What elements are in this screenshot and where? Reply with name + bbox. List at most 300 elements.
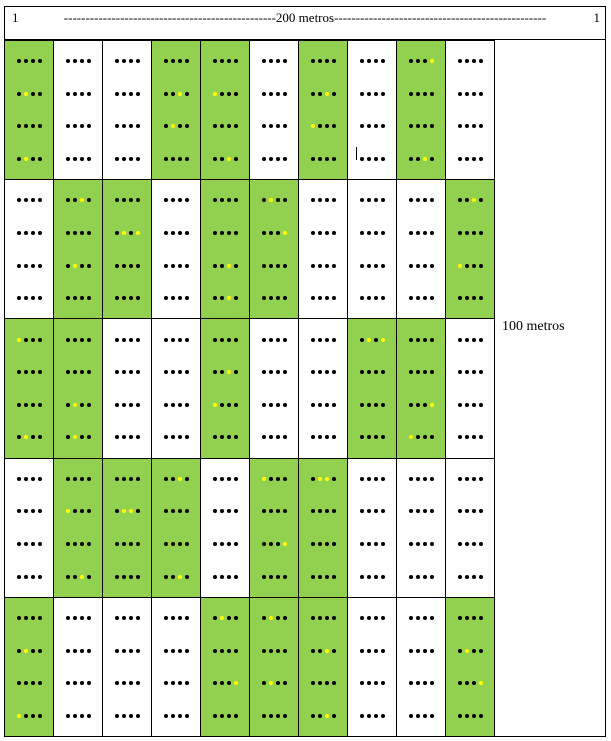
highlighted-plant-dot — [178, 575, 182, 579]
plant-dot — [409, 649, 413, 653]
plant-dot — [17, 681, 21, 685]
plant-dot — [171, 198, 175, 202]
plant-dot — [367, 198, 371, 202]
plant-dot — [234, 157, 238, 161]
plant-row — [17, 714, 42, 718]
plant-dot — [465, 681, 469, 685]
plant-row — [458, 296, 483, 300]
plant-dot — [122, 477, 126, 481]
plant-dot — [220, 124, 224, 128]
plant-dot — [416, 509, 420, 513]
plant-dot — [185, 264, 189, 268]
plant-dot — [276, 509, 280, 513]
highlighted-plant-dot — [465, 649, 469, 653]
plant-dot — [416, 370, 420, 374]
plant-dot — [129, 157, 133, 161]
plant-row — [66, 157, 91, 161]
plant-row — [360, 264, 385, 268]
plant-dot — [24, 370, 28, 374]
plant-dot — [38, 157, 42, 161]
plant-row — [409, 198, 434, 202]
plant-dot — [227, 575, 231, 579]
plant-dot — [367, 542, 371, 546]
plant-dot — [381, 296, 385, 300]
plant-dot — [24, 124, 28, 128]
plant-dot — [73, 338, 77, 342]
plant-dot — [409, 198, 413, 202]
plant-dot — [367, 509, 371, 513]
plant-dot — [283, 198, 287, 202]
highlighted-plant-dot — [17, 714, 21, 718]
plant-dot — [24, 542, 28, 546]
plant-dot — [409, 59, 413, 63]
plant-dot — [409, 616, 413, 620]
plant-row — [17, 616, 42, 620]
plant-row — [17, 681, 42, 685]
plant-dot — [17, 296, 21, 300]
plant-row — [213, 616, 238, 620]
plant-dot — [472, 681, 476, 685]
plot-cell — [201, 41, 250, 180]
plant-dot — [115, 338, 119, 342]
plant-dot — [129, 124, 133, 128]
plant-dot — [423, 296, 427, 300]
plant-dot — [73, 649, 77, 653]
plant-dot — [115, 616, 119, 620]
plant-dot — [227, 435, 231, 439]
plant-dot — [122, 198, 126, 202]
plot-cell — [152, 41, 201, 180]
plant-dot — [66, 403, 70, 407]
plant-row — [262, 681, 287, 685]
plant-dot — [367, 231, 371, 235]
plant-row — [17, 338, 42, 342]
plant-dot — [276, 59, 280, 63]
plant-dot — [430, 198, 434, 202]
plant-dot — [416, 264, 420, 268]
plant-row — [262, 714, 287, 718]
plant-dot — [269, 59, 273, 63]
plant-row — [17, 157, 42, 161]
plant-row — [262, 92, 287, 96]
plant-dot — [66, 649, 70, 653]
plant-dot — [38, 338, 42, 342]
plant-dot — [416, 649, 420, 653]
plant-dot — [381, 198, 385, 202]
plant-dot — [381, 92, 385, 96]
plant-dot — [234, 616, 238, 620]
plant-dot — [262, 616, 266, 620]
plant-row — [17, 124, 42, 128]
plant-row — [164, 542, 189, 546]
plant-dot — [185, 616, 189, 620]
plant-dot — [269, 509, 273, 513]
plot-cell — [54, 180, 103, 319]
plant-row — [409, 231, 434, 235]
plant-dot — [332, 231, 336, 235]
plant-dot — [311, 403, 315, 407]
plant-row — [360, 714, 385, 718]
plant-dot — [136, 616, 140, 620]
plant-dot — [458, 403, 462, 407]
plant-dot — [409, 338, 413, 342]
highlighted-plant-dot — [220, 616, 224, 620]
plant-dot — [136, 681, 140, 685]
plant-dot — [220, 575, 224, 579]
plant-dot — [360, 124, 364, 128]
plant-dot — [227, 616, 231, 620]
plant-dot — [80, 714, 84, 718]
plant-row — [66, 59, 91, 63]
plant-dot — [311, 338, 315, 342]
plant-dot — [423, 649, 427, 653]
plant-row — [66, 92, 91, 96]
highlighted-plant-dot — [325, 477, 329, 481]
plant-row — [213, 681, 238, 685]
plant-dot — [171, 575, 175, 579]
plant-dot — [332, 124, 336, 128]
plant-dot — [479, 124, 483, 128]
plant-row — [115, 157, 140, 161]
plant-row — [17, 542, 42, 546]
plant-row — [66, 338, 91, 342]
plant-dot — [283, 681, 287, 685]
plant-row — [262, 435, 287, 439]
plant-row — [115, 296, 140, 300]
highlighted-plant-dot — [80, 575, 84, 579]
plant-dot — [269, 124, 273, 128]
plant-dot — [17, 542, 21, 546]
plant-row — [360, 338, 385, 342]
width-dimension-label — [4, 6, 606, 40]
plant-dot — [262, 264, 266, 268]
plant-dot — [472, 542, 476, 546]
plant-row — [458, 198, 483, 202]
plant-dot — [31, 575, 35, 579]
plant-dot — [479, 649, 483, 653]
plant-dot — [185, 542, 189, 546]
plant-dot — [122, 714, 126, 718]
plant-dot — [479, 616, 483, 620]
plot-cell — [54, 598, 103, 737]
plant-dot — [66, 198, 70, 202]
plant-dot — [283, 403, 287, 407]
plant-dot — [87, 509, 91, 513]
plant-dot — [31, 157, 35, 161]
plant-dot — [17, 509, 21, 513]
plant-dot — [332, 649, 336, 653]
plant-dot — [465, 477, 469, 481]
plant-dot — [115, 542, 119, 546]
plant-dot — [80, 403, 84, 407]
plant-dot — [73, 714, 77, 718]
plant-row — [213, 59, 238, 63]
plant-row — [311, 649, 336, 653]
plant-row — [458, 338, 483, 342]
plant-row — [311, 509, 336, 513]
plant-dot — [17, 231, 21, 235]
plant-dot — [458, 477, 462, 481]
plant-dot — [472, 575, 476, 579]
plant-dot — [409, 477, 413, 481]
plant-dot — [17, 435, 21, 439]
plant-dot — [38, 509, 42, 513]
plant-dot — [416, 403, 420, 407]
plant-dot — [220, 681, 224, 685]
plant-row — [262, 649, 287, 653]
plant-dot — [262, 59, 266, 63]
plant-dot — [129, 264, 133, 268]
highlighted-plant-dot — [269, 616, 273, 620]
plant-dot — [283, 59, 287, 63]
plant-row — [458, 616, 483, 620]
plant-dot — [171, 264, 175, 268]
plot-cell — [103, 598, 152, 737]
height-dimension-label: 100 metros — [502, 319, 565, 334]
plant-dot — [234, 92, 238, 96]
plant-dot — [227, 477, 231, 481]
plant-dot — [276, 338, 280, 342]
plant-dot — [66, 157, 70, 161]
plant-row — [213, 231, 238, 235]
plant-dot — [31, 435, 35, 439]
plant-dot — [332, 296, 336, 300]
plant-dot — [115, 714, 119, 718]
plant-row — [115, 338, 140, 342]
plant-row — [213, 338, 238, 342]
plant-dot — [262, 157, 266, 161]
plant-dot — [129, 616, 133, 620]
plant-row — [115, 681, 140, 685]
plant-dot — [185, 59, 189, 63]
plant-dot — [227, 649, 231, 653]
plant-dot — [479, 231, 483, 235]
plant-row — [17, 509, 42, 513]
plant-dot — [318, 92, 322, 96]
plant-dot — [73, 509, 77, 513]
plant-row — [17, 59, 42, 63]
plant-row — [17, 435, 42, 439]
plant-dot — [318, 509, 322, 513]
plant-dot — [374, 403, 378, 407]
plant-dot — [38, 575, 42, 579]
plant-dot — [129, 198, 133, 202]
plot-cell — [54, 319, 103, 458]
plant-dot — [430, 509, 434, 513]
width-start-mark: 1 — [12, 10, 19, 25]
highlighted-plant-dot — [311, 124, 315, 128]
plant-dot — [381, 714, 385, 718]
plant-row — [409, 649, 434, 653]
plant-dot — [374, 92, 378, 96]
plant-dot — [17, 403, 21, 407]
plant-dot — [220, 649, 224, 653]
plant-row — [115, 403, 140, 407]
plant-dot — [17, 649, 21, 653]
plant-dot — [185, 157, 189, 161]
plant-dot — [129, 370, 133, 374]
plant-row — [360, 681, 385, 685]
highlighted-plant-dot — [213, 92, 217, 96]
plot-cell — [201, 180, 250, 319]
plant-dot — [360, 370, 364, 374]
plant-dot — [213, 616, 217, 620]
plant-dot — [283, 296, 287, 300]
plant-dot — [185, 575, 189, 579]
plant-dot — [381, 59, 385, 63]
plot-cell — [103, 459, 152, 598]
plant-dot — [360, 477, 364, 481]
plant-dot — [87, 649, 91, 653]
plant-dot — [171, 616, 175, 620]
plant-row — [311, 338, 336, 342]
plant-dot — [269, 542, 273, 546]
plant-dot — [374, 681, 378, 685]
plant-dot — [178, 296, 182, 300]
plant-dot — [269, 477, 273, 481]
plant-row — [409, 714, 434, 718]
highlighted-plant-dot — [458, 264, 462, 268]
plant-dot — [122, 296, 126, 300]
plant-dot — [430, 231, 434, 235]
plant-dot — [465, 714, 469, 718]
plant-row — [360, 542, 385, 546]
plant-dot — [115, 509, 119, 513]
plant-dot — [360, 616, 364, 620]
plant-dot — [381, 477, 385, 481]
plant-dot — [416, 616, 420, 620]
plant-dot — [367, 575, 371, 579]
plant-row — [458, 681, 483, 685]
highlighted-plant-dot — [24, 92, 28, 96]
plant-dot — [332, 92, 336, 96]
plant-dot — [178, 370, 182, 374]
plant-dot — [325, 575, 329, 579]
plant-dot — [87, 714, 91, 718]
plant-row — [164, 509, 189, 513]
plant-row — [360, 59, 385, 63]
plant-dot — [213, 124, 217, 128]
plant-dot — [360, 264, 364, 268]
plant-dot — [472, 435, 476, 439]
plant-dot — [115, 59, 119, 63]
plant-dot — [31, 616, 35, 620]
plant-dot — [178, 714, 182, 718]
plant-dot — [283, 435, 287, 439]
plant-dot — [318, 435, 322, 439]
plant-dot — [234, 403, 238, 407]
plant-dot — [465, 370, 469, 374]
plant-dot — [269, 157, 273, 161]
plant-row — [164, 370, 189, 374]
plant-row — [115, 649, 140, 653]
plant-row — [66, 198, 91, 202]
plant-dot — [276, 157, 280, 161]
highlighted-plant-dot — [73, 403, 77, 407]
plant-dot — [367, 681, 371, 685]
plant-dot — [220, 338, 224, 342]
plant-dot — [66, 435, 70, 439]
plant-row — [262, 296, 287, 300]
plant-dot — [234, 477, 238, 481]
plant-dot — [80, 509, 84, 513]
plant-row — [115, 575, 140, 579]
plant-dot — [374, 157, 378, 161]
plant-dot — [164, 231, 168, 235]
plant-dot — [129, 338, 133, 342]
text-cursor-mark — [356, 147, 357, 160]
plant-dot — [276, 231, 280, 235]
plant-row — [262, 338, 287, 342]
plant-dot — [374, 59, 378, 63]
plant-dot — [325, 370, 329, 374]
plant-dot — [234, 264, 238, 268]
plant-dot — [171, 649, 175, 653]
plant-dot — [262, 714, 266, 718]
plant-row — [262, 59, 287, 63]
plant-dot — [220, 198, 224, 202]
plant-row — [311, 124, 336, 128]
plant-dot — [360, 198, 364, 202]
plot-cell — [201, 459, 250, 598]
plant-dot — [381, 575, 385, 579]
plant-row — [311, 370, 336, 374]
plant-dot — [430, 649, 434, 653]
plant-dot — [332, 338, 336, 342]
plant-row — [66, 296, 91, 300]
highlighted-plant-dot — [325, 714, 329, 718]
plant-dot — [479, 264, 483, 268]
plant-dot — [164, 264, 168, 268]
plant-dot — [318, 575, 322, 579]
plant-dot — [269, 403, 273, 407]
plant-row — [360, 649, 385, 653]
plant-dot — [374, 124, 378, 128]
plant-dot — [17, 124, 21, 128]
plant-dot — [213, 296, 217, 300]
plot-cell — [299, 598, 348, 737]
plant-dot — [423, 575, 427, 579]
plant-row — [164, 616, 189, 620]
plant-dot — [332, 542, 336, 546]
plant-dot — [87, 59, 91, 63]
plant-dot — [311, 616, 315, 620]
plant-dot — [283, 649, 287, 653]
plant-dot — [227, 124, 231, 128]
plant-row — [409, 477, 434, 481]
plot-cell — [250, 459, 299, 598]
plant-dot — [234, 509, 238, 513]
plant-dot — [381, 435, 385, 439]
plant-dot — [325, 264, 329, 268]
plot-cell — [299, 319, 348, 458]
plant-dot — [38, 198, 42, 202]
plant-dot — [164, 198, 168, 202]
plant-dot — [458, 124, 462, 128]
plant-dot — [31, 198, 35, 202]
plant-dot — [31, 714, 35, 718]
plant-dot — [381, 264, 385, 268]
plant-dot — [171, 157, 175, 161]
plant-row — [164, 264, 189, 268]
plant-dot — [115, 649, 119, 653]
plant-dot — [38, 435, 42, 439]
plot-cell — [152, 598, 201, 737]
plant-row — [262, 575, 287, 579]
plant-dot — [423, 435, 427, 439]
plant-dot — [31, 296, 35, 300]
plant-dot — [185, 649, 189, 653]
